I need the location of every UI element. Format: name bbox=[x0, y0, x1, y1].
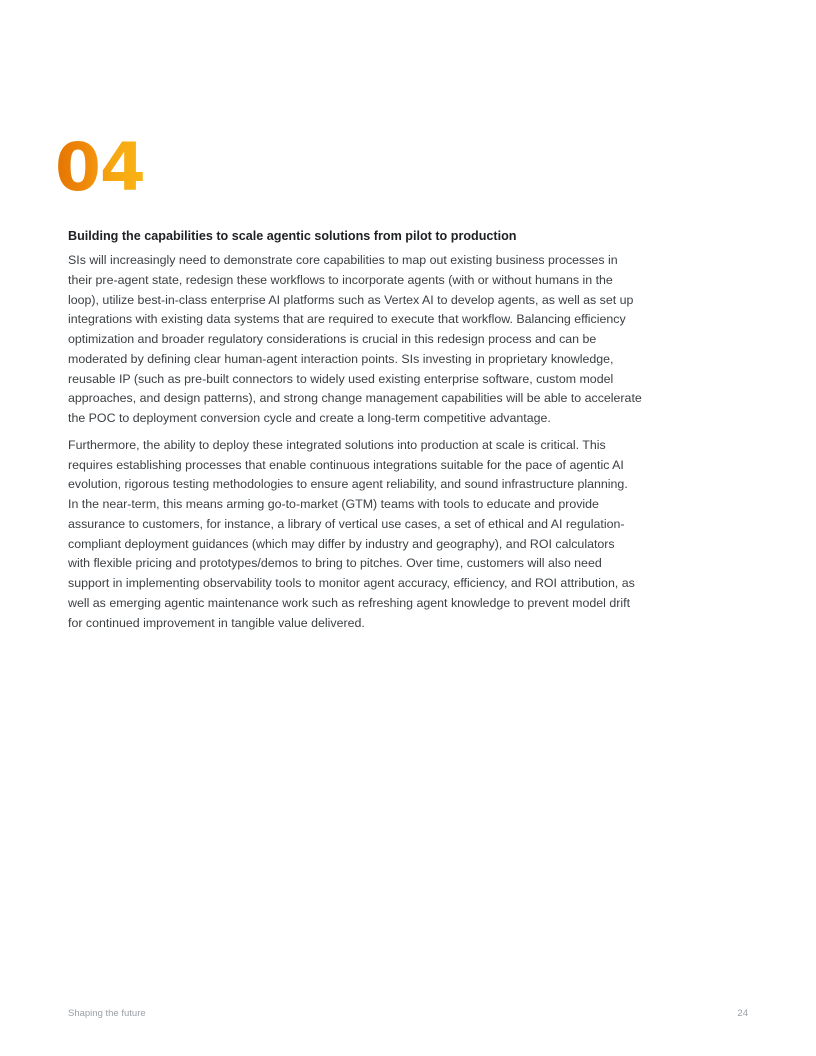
section-content bbox=[68, 227, 693, 640]
section-number: 04 bbox=[55, 129, 145, 206]
paragraph-line: assurance to customers, for instance, a library of vertical use cases, a set of ethical and AI regulation- bbox=[68, 516, 625, 531]
footer-title: Shaping the future bbox=[68, 1008, 146, 1019]
paragraph-line: for continued improvement in tangible value delivered. bbox=[68, 615, 365, 630]
paragraph-line: support in implementing observability tools to monitor agent accuracy, efficiency, and ROI attribution, as bbox=[68, 576, 635, 590]
paragraph-line: requires establishing processes that enable continuous integrations suitable for the pace of agentic AI bbox=[68, 457, 624, 472]
paragraph-line: In the near-term, this means arming go-to-market (GTM) teams with tools to educate and provide bbox=[68, 497, 599, 511]
paragraph-line: SIs will increasingly need to demonstrate core capabilities to map out existing business processes in bbox=[68, 253, 618, 267]
paragraph-line: with flexible pricing and prototypes/demos to bring to pitches. Over time, customers will also need bbox=[68, 556, 602, 571]
paragraph-line: well as emerging agentic maintenance work such as refreshing agent knowledge to prevent model drift bbox=[68, 595, 631, 610]
body-paragraph-1 bbox=[68, 251, 693, 429]
paragraph-line: Furthermore, the ability to deploy these integrated solutions into production at scale is critical. This bbox=[68, 437, 606, 452]
paragraph-line: optimization and broader regulatory considerations is crucial in this redesign process and can be bbox=[68, 332, 597, 346]
paragraph-line: integrations with existing data systems that are required to execute that workflow. Balancing efficiency bbox=[68, 312, 626, 327]
page-number: 24 bbox=[737, 1008, 748, 1019]
paragraph-line: their pre-agent state, redesign these workflows to incorporate agents (with or without humans in the bbox=[68, 272, 613, 287]
paragraph-line: moderated by defining clear human-agent interaction points. SIs investing in proprietary knowledge, bbox=[68, 351, 614, 366]
paragraph-line: evolution, rigorous testing methodologies to ensure agent reliability, and sound infrastructure planning. bbox=[68, 477, 628, 492]
section-heading: Building the capabilities to scale agentic solutions from pilot to production bbox=[68, 229, 517, 243]
paragraph-line: compliant deployment guidances (which may differ by industry and geography), and ROI calculators bbox=[68, 536, 615, 551]
paragraph-line: reusable IP (such as pre-built connectors to widely used existing enterprise software, custom model bbox=[68, 371, 614, 386]
body-paragraph-2 bbox=[68, 436, 693, 634]
paragraph-line: approaches, and design patterns), and strong change management capabilities will be able to accelerate bbox=[68, 391, 642, 406]
paragraph-line: the POC to deployment conversion cycle and create a long-term competitive advantage. bbox=[68, 411, 551, 425]
paragraph-line: loop), utilize best-in-class enterprise AI platforms such as Vertex AI to develop agents, as well as set up bbox=[68, 292, 634, 307]
